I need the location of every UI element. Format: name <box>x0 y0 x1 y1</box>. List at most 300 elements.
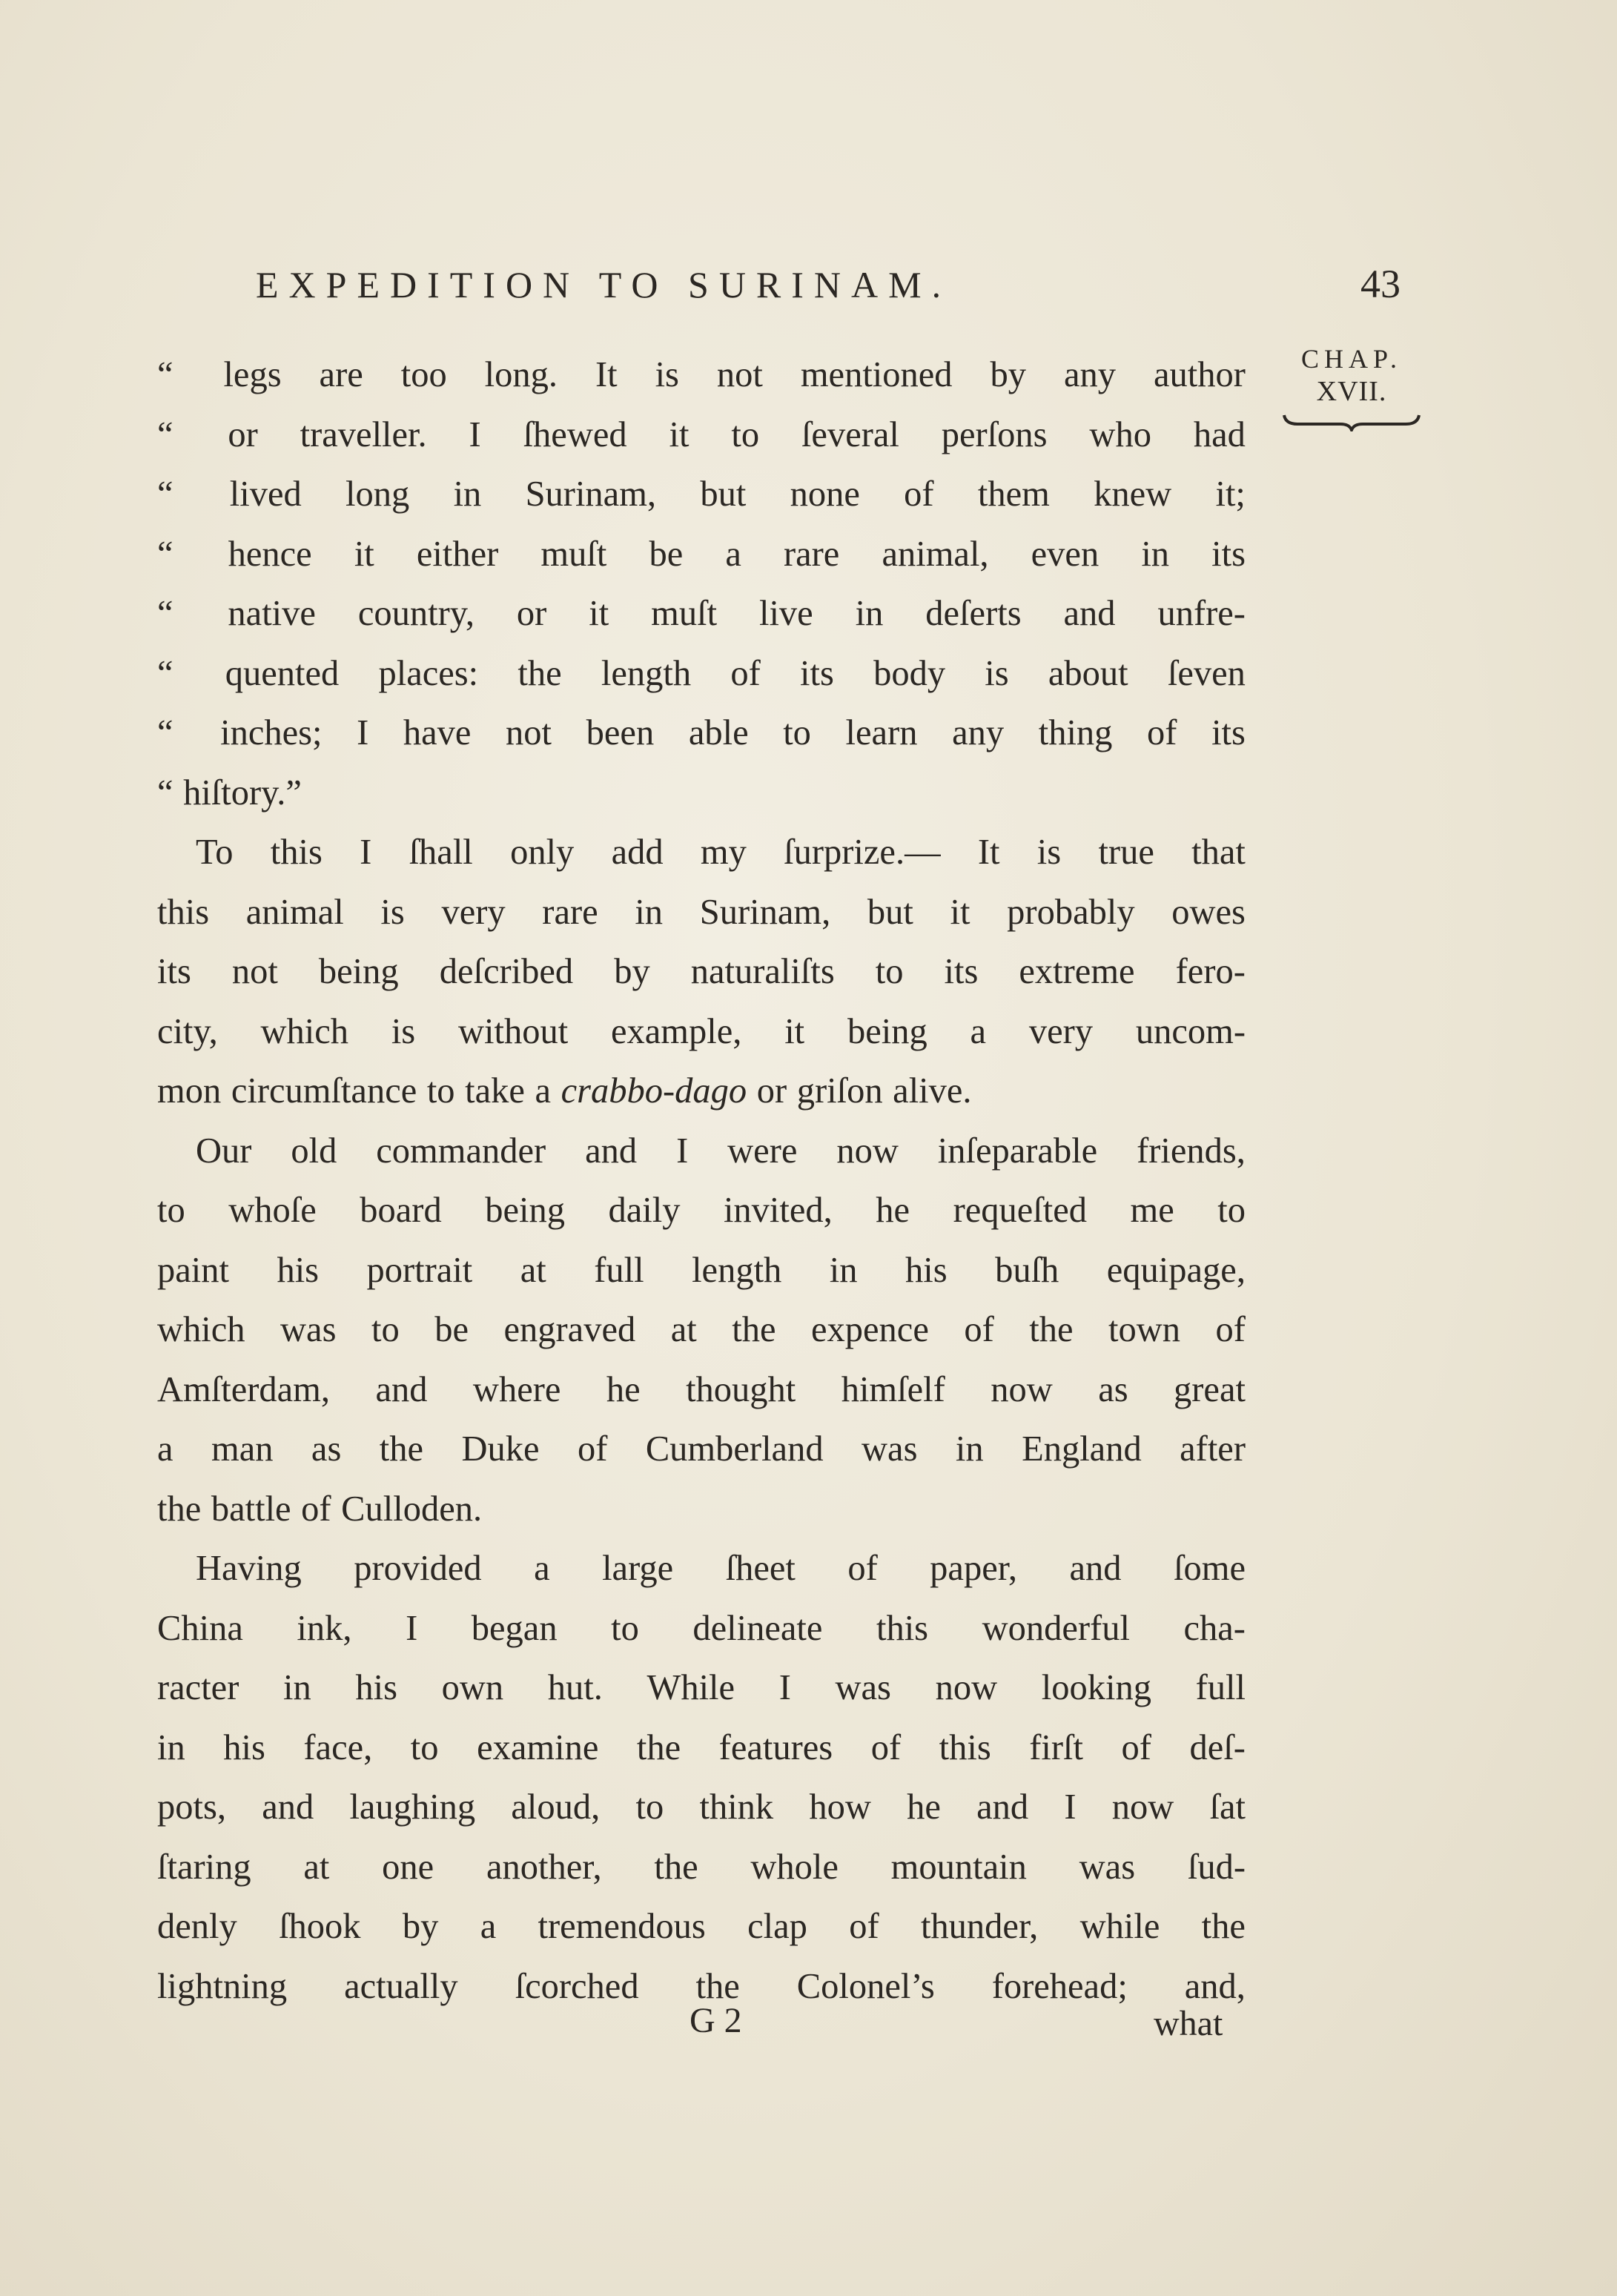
word: expence <box>811 1310 929 1349</box>
word: too <box>400 355 447 394</box>
word: ſat <box>1209 1787 1246 1827</box>
text-line <box>157 1300 1246 1360</box>
word: another, <box>486 1847 602 1887</box>
text-line <box>157 644 1246 704</box>
word: was <box>835 1668 891 1707</box>
word: great <box>1174 1369 1246 1409</box>
word: the <box>157 1489 202 1529</box>
word: ſtaring <box>157 1847 251 1887</box>
word: able <box>688 713 749 752</box>
word: it <box>784 1011 805 1051</box>
word: knew <box>1094 474 1172 514</box>
word: he <box>876 1191 910 1230</box>
word: and <box>262 1787 314 1827</box>
word: was <box>1079 1847 1136 1887</box>
word: ſud- <box>1187 1847 1246 1887</box>
word: this <box>876 1608 929 1648</box>
word: inſeparable <box>937 1131 1098 1171</box>
text-line <box>157 704 1246 764</box>
word: I <box>360 833 372 872</box>
word: legs <box>223 355 282 394</box>
word: a <box>534 1549 550 1588</box>
word: “ <box>157 414 173 454</box>
word: hut. <box>547 1668 603 1707</box>
word: Surinam, <box>699 892 831 932</box>
word: muſt <box>651 594 718 633</box>
word: the <box>1029 1310 1074 1349</box>
word: been <box>586 713 655 752</box>
word: ſhewed <box>523 414 627 454</box>
word: Cumberland <box>645 1429 824 1469</box>
word: were <box>727 1131 798 1171</box>
text-line <box>157 1838 1246 1898</box>
word: board <box>360 1191 442 1230</box>
word: as <box>311 1429 342 1469</box>
word: example, <box>610 1011 742 1051</box>
word: and <box>1069 1549 1122 1588</box>
word: be <box>649 534 684 574</box>
word: now <box>935 1668 998 1707</box>
word: it <box>669 414 690 454</box>
word: muſt <box>540 534 607 574</box>
word: it; <box>1215 474 1246 514</box>
word: or <box>516 594 547 633</box>
word: “ <box>157 713 173 752</box>
body-text <box>157 345 1246 2017</box>
word: of <box>904 474 934 514</box>
word: any <box>952 713 1005 752</box>
word: hence <box>228 534 312 574</box>
word: being <box>318 952 399 991</box>
word: quented <box>225 653 340 693</box>
word: “ <box>157 355 173 394</box>
word: deſcribed <box>439 952 574 991</box>
word: was <box>862 1429 918 1469</box>
text-line <box>157 1360 1246 1420</box>
word: whole <box>750 1847 839 1887</box>
word: by <box>614 952 650 991</box>
word: the <box>636 1727 681 1767</box>
word: began <box>471 1608 558 1648</box>
word: to <box>783 713 811 752</box>
word: to <box>875 952 904 991</box>
text-line <box>157 942 1246 1002</box>
word: either <box>416 534 499 574</box>
word: but <box>700 474 747 514</box>
word: how <box>809 1787 871 1827</box>
chapter-marker <box>1281 343 1422 431</box>
word: without <box>457 1011 569 1051</box>
word: a <box>157 1429 173 1469</box>
word: I <box>676 1131 689 1171</box>
word: and, <box>1184 1966 1246 2006</box>
word: “ <box>157 653 173 693</box>
word: take <box>465 1071 525 1111</box>
word: ſeveral <box>801 414 899 454</box>
word: think <box>699 1787 774 1827</box>
word: looking <box>1041 1668 1151 1707</box>
text-line <box>157 1718 1246 1779</box>
word: himſelf <box>841 1369 945 1409</box>
word: provided <box>354 1549 482 1588</box>
word: Duke <box>461 1429 540 1469</box>
word: features <box>718 1727 833 1767</box>
word: Having <box>196 1549 302 1588</box>
word: ſeven <box>1167 653 1246 693</box>
word: is <box>655 355 679 394</box>
word: I <box>357 713 369 752</box>
word: invited, <box>723 1191 833 1230</box>
word: his <box>277 1250 320 1290</box>
word: to <box>426 1071 455 1111</box>
word: my <box>700 833 747 872</box>
word: are <box>319 355 363 394</box>
word: very <box>441 892 506 932</box>
word: denly <box>157 1907 237 1946</box>
word: who <box>1089 414 1151 454</box>
word: England <box>1022 1429 1142 1469</box>
word: being <box>485 1191 565 1230</box>
word: inches; <box>220 713 323 752</box>
word: pots, <box>157 1787 226 1827</box>
word: body <box>873 653 946 693</box>
word: I <box>778 1668 791 1707</box>
word: its <box>944 952 979 991</box>
word: ink, <box>297 1608 352 1648</box>
word: deſ- <box>1189 1727 1246 1767</box>
word: lived <box>229 474 302 514</box>
word: portrait <box>366 1250 473 1290</box>
word: this <box>939 1727 991 1767</box>
word: paper, <box>930 1549 1018 1588</box>
word: wonderful <box>982 1608 1130 1648</box>
word: crabbo-dago <box>561 1071 747 1111</box>
page-number: 43 <box>1360 262 1401 306</box>
word: any <box>1063 355 1116 394</box>
word: delineate <box>692 1608 823 1648</box>
word: extreme <box>1019 952 1135 991</box>
word: “ <box>157 534 173 574</box>
word: the <box>517 653 562 693</box>
word: I <box>406 1608 418 1648</box>
word: where <box>472 1369 561 1409</box>
word: whoſe <box>228 1191 317 1230</box>
word: in <box>855 594 884 633</box>
word: It <box>595 355 618 394</box>
word: perſons <box>941 414 1048 454</box>
word: Our <box>196 1131 252 1171</box>
word: to <box>635 1787 664 1827</box>
text-line <box>157 525 1246 585</box>
chapter-brace-ornament <box>1281 412 1422 431</box>
word: traveller. <box>300 414 427 454</box>
word: not <box>231 952 278 991</box>
word: which <box>157 1310 245 1349</box>
word: owes <box>1171 892 1246 932</box>
word: deſerts <box>925 594 1022 633</box>
word: only <box>510 833 575 872</box>
word: being <box>847 1011 927 1051</box>
word: thunder, <box>920 1907 1039 1946</box>
chapter-number: XVII. <box>1316 376 1387 407</box>
text-line <box>157 1778 1246 1838</box>
word: that <box>1191 833 1246 872</box>
word: by <box>990 355 1026 394</box>
word: hiſtory.” <box>183 772 302 813</box>
word: unfre- <box>1157 594 1246 633</box>
word: he <box>606 1369 641 1409</box>
word: “ <box>157 474 173 514</box>
word: he <box>907 1787 941 1827</box>
word: none <box>790 474 860 514</box>
word: country, <box>357 594 474 633</box>
word: a <box>480 1907 497 1946</box>
word: to <box>731 414 760 454</box>
word: while <box>1079 1907 1160 1946</box>
word: its <box>1211 713 1246 752</box>
word: daily <box>608 1191 681 1230</box>
text-line <box>157 406 1246 466</box>
word: a <box>725 534 741 574</box>
word: this <box>157 892 210 932</box>
word: It <box>977 833 1000 872</box>
word: the <box>654 1847 698 1887</box>
word: animal, <box>882 534 989 574</box>
word: in <box>1141 534 1170 574</box>
word: ſurprize.— <box>784 833 941 872</box>
word: mountain <box>890 1847 1027 1887</box>
word: is <box>391 1011 416 1051</box>
text-line <box>157 1122 1246 1182</box>
text-line <box>157 764 1246 824</box>
word: “ <box>157 772 173 813</box>
word: of <box>1121 1727 1151 1767</box>
word: naturaliſts <box>690 952 835 991</box>
word: in <box>955 1429 984 1469</box>
word: to <box>410 1727 439 1767</box>
word: length <box>692 1250 782 1290</box>
word: it <box>589 594 609 633</box>
word: in <box>283 1668 311 1707</box>
word: battle <box>211 1489 291 1529</box>
word: man <box>211 1429 274 1469</box>
word: places: <box>378 653 479 693</box>
text-line <box>157 1420 1246 1480</box>
word: or <box>228 414 258 454</box>
word: to <box>611 1608 639 1648</box>
word: lightning <box>157 1966 288 2006</box>
word: buſh <box>995 1250 1059 1290</box>
word: but <box>867 892 913 932</box>
word: paint <box>157 1250 229 1290</box>
word: them <box>977 474 1050 514</box>
word: his <box>905 1250 948 1290</box>
word: in <box>157 1727 185 1767</box>
word: not <box>716 355 763 394</box>
word: learn <box>845 713 918 752</box>
word: of <box>1147 713 1177 752</box>
signature-mark: G 2 <box>690 2001 742 2040</box>
word: city, <box>157 1011 218 1051</box>
word: “ <box>157 594 173 633</box>
word: now <box>1111 1787 1174 1827</box>
word: actually <box>344 1966 458 2006</box>
word: is <box>1036 833 1062 872</box>
word: its <box>800 653 834 693</box>
word: add <box>611 833 664 872</box>
word: or <box>756 1071 787 1111</box>
word: firſt <box>1029 1727 1083 1767</box>
word: alive. <box>893 1071 972 1111</box>
word: of <box>577 1429 608 1469</box>
word: this <box>270 833 323 872</box>
word: is <box>380 892 405 932</box>
word: of <box>1215 1310 1246 1349</box>
word: and <box>375 1369 428 1409</box>
word: racter <box>157 1668 239 1707</box>
word: a <box>970 1011 987 1051</box>
word: one <box>382 1847 434 1887</box>
word: and <box>976 1787 1029 1827</box>
text-line <box>157 465 1246 525</box>
word: his <box>223 1727 265 1767</box>
word: in <box>829 1250 858 1290</box>
text-line <box>157 1658 1246 1718</box>
word: in <box>453 474 482 514</box>
word: length <box>601 653 692 693</box>
word: and <box>585 1131 638 1171</box>
word: friends, <box>1137 1131 1246 1171</box>
word: long <box>345 474 410 514</box>
word: mentioned <box>800 355 953 394</box>
word: of <box>730 653 761 693</box>
word: thing <box>1038 713 1113 752</box>
word: Amſterdam, <box>157 1369 331 1409</box>
text-line <box>157 823 1246 883</box>
word: a <box>535 1071 552 1111</box>
word: at <box>670 1310 697 1349</box>
word: his <box>355 1668 397 1707</box>
word: of <box>870 1727 902 1767</box>
word: now <box>991 1369 1053 1409</box>
word: requeſted <box>953 1191 1087 1230</box>
word: large <box>602 1549 674 1588</box>
text-line <box>157 584 1246 644</box>
word: tremendous <box>538 1907 706 1946</box>
word: had <box>1193 414 1246 454</box>
chapter-label: CHAP. <box>1300 344 1403 374</box>
word: ſcorched <box>515 1966 639 2006</box>
word: animal <box>245 892 344 932</box>
word: even <box>1031 534 1100 574</box>
text-line <box>157 1599 1246 1659</box>
word: cha- <box>1183 1608 1246 1648</box>
word: thought <box>686 1369 796 1409</box>
word: me <box>1130 1191 1174 1230</box>
word: was <box>280 1310 337 1349</box>
word: to <box>1217 1191 1246 1230</box>
word: full <box>1195 1668 1246 1707</box>
word: is <box>985 653 1009 693</box>
word: full <box>594 1250 644 1290</box>
running-head: EXPEDITION TO SURINAM. <box>256 264 952 305</box>
word: as <box>1098 1369 1128 1409</box>
word: Colonel’s <box>796 1966 935 2006</box>
text-line <box>157 345 1246 406</box>
word: at <box>520 1250 546 1290</box>
word: of <box>301 1489 331 1529</box>
word: forehead; <box>991 1966 1128 2006</box>
word: Culloden. <box>341 1489 483 1529</box>
word: by <box>402 1907 439 1946</box>
word: town <box>1108 1310 1181 1349</box>
word: clap <box>747 1907 807 1946</box>
word: ſhook <box>279 1907 361 1946</box>
word: at <box>303 1847 330 1887</box>
word: true <box>1098 833 1154 872</box>
word: of <box>964 1310 994 1349</box>
word: the <box>379 1429 424 1469</box>
text-line <box>157 1241 1246 1301</box>
text-line <box>157 1181 1246 1241</box>
word: of <box>847 1549 878 1588</box>
catchword: what <box>1154 2004 1223 2043</box>
word: I <box>1064 1787 1077 1827</box>
text-line <box>157 1002 1246 1062</box>
word: probably <box>1007 892 1135 932</box>
word: rare <box>783 534 840 574</box>
word: not <box>506 713 552 752</box>
word: China <box>157 1608 243 1648</box>
word: I <box>469 414 481 454</box>
word: the <box>1201 1907 1246 1946</box>
word: its <box>157 952 191 991</box>
word: commander <box>376 1131 546 1171</box>
word: which <box>260 1011 349 1051</box>
word: mon <box>157 1071 222 1111</box>
word: author <box>1153 355 1246 394</box>
word: now <box>836 1131 899 1171</box>
word: the <box>732 1310 776 1349</box>
word: While <box>647 1668 735 1707</box>
text-line <box>157 1480 1246 1540</box>
word: ſhall <box>409 833 473 872</box>
word: circumſtance <box>231 1071 417 1111</box>
word: after <box>1180 1429 1246 1469</box>
text-line <box>157 1539 1246 1599</box>
word: laughing <box>349 1787 476 1827</box>
word: old <box>291 1131 337 1171</box>
word: very <box>1028 1011 1094 1051</box>
word: rare <box>542 892 598 932</box>
word: in <box>635 892 664 932</box>
word: own <box>441 1668 504 1707</box>
word: ſome <box>1174 1549 1246 1588</box>
word: examine <box>477 1727 599 1767</box>
word: native <box>228 594 316 633</box>
word: it <box>950 892 970 932</box>
word: aloud, <box>511 1787 601 1827</box>
word: equipage, <box>1106 1250 1246 1290</box>
word: the <box>695 1966 740 2006</box>
word: live <box>758 594 813 633</box>
word: have <box>403 713 472 752</box>
text-line <box>157 1062 1246 1122</box>
word: its <box>1211 534 1246 574</box>
word: of <box>849 1907 879 1946</box>
word: long. <box>484 355 558 394</box>
word: uncom- <box>1135 1011 1246 1051</box>
